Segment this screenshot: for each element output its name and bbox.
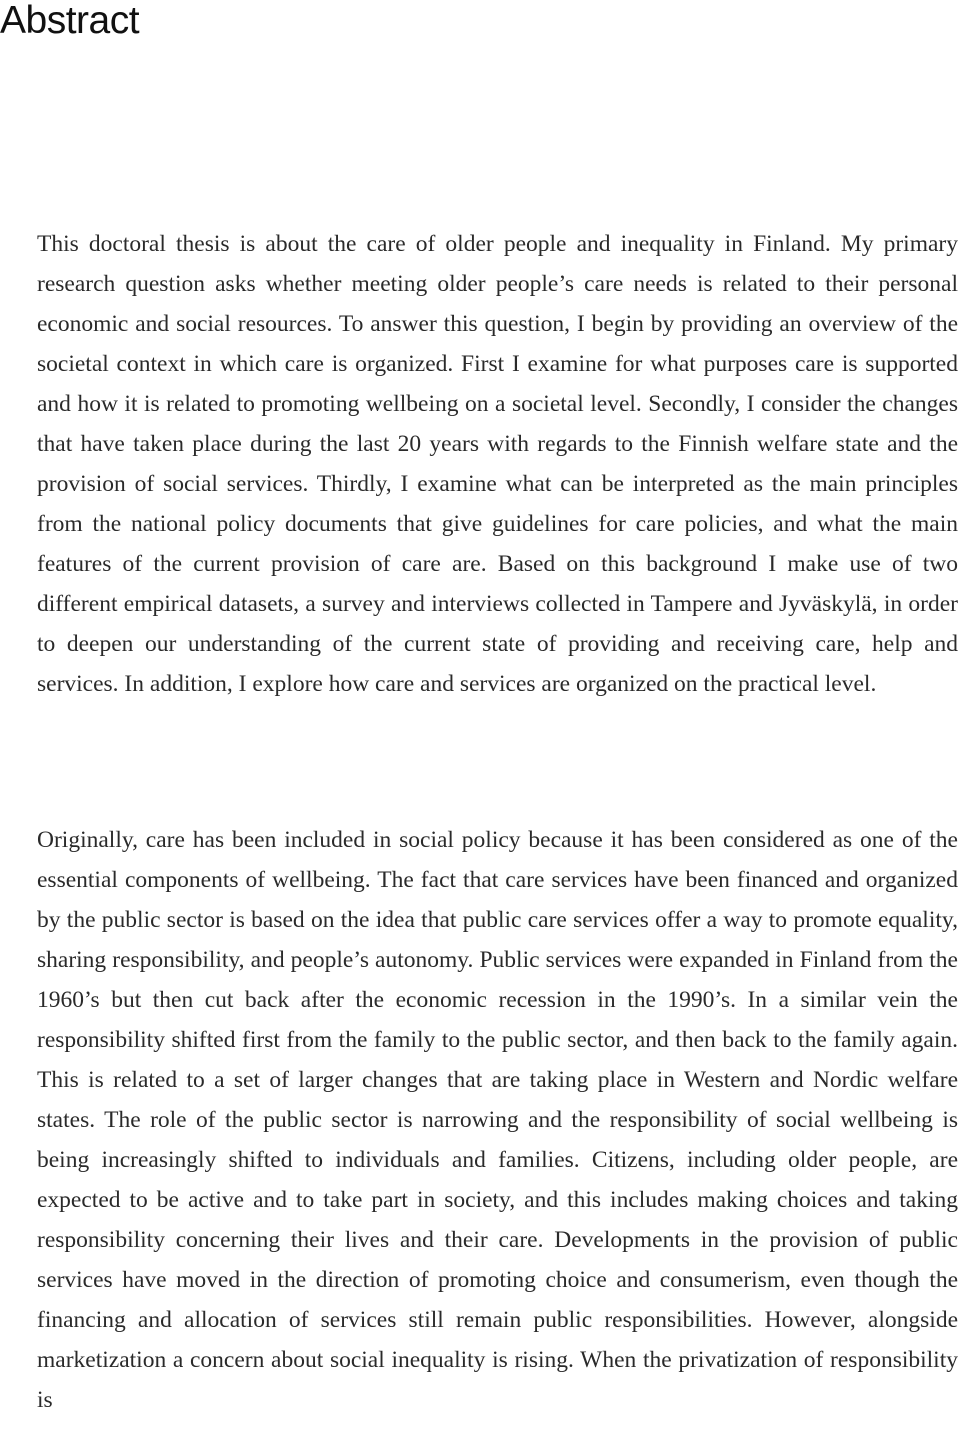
abstract-paragraph-1: This doctoral thesis is about the care of older people and inequality in Finland. My primary research question asks whether meeting older people’s care needs is related to their personal economic and social resources. To answer this question, I begin by providing an overview of the societal context in which care is organized. First I examine for what purposes care is supported and how it is related to promoting wellbeing on a societal level. Secondly, I consider the changes that have taken place during the last 20 years with regards to the Finnish welfare state and the provision of social services. Thirdly, I examine what can be interpreted as the main principles from the national policy documents that give guidelines for care policies, and what the main features of the current provision of care are. Based on this background I make use of two different empirical datasets, a survey and interviews collected in Tampere and Jyväskylä, in order to deepen our understanding of the current state of providing and receiving care, help and services. In addition, I explore how care and services are organized on the practical level.: [37, 231, 958, 697]
abstract-heading: Abstract: [0, 0, 140, 42]
abstract-paragraph-2: Originally, care has been included in social policy because it has been considered as one of the essential components of wellbeing. The fact that care services have been financed and organized by the public sector is based on the idea that public care services offer a way to promote equality, sharing responsibility, and people’s autonomy. Public services were expanded in Finland from the 1960’s but then cut back after the economic recession in the 1990’s. In a similar vein the responsibility shifted first from the family to the public sector, and then back to the family again. This is related to a set of larger changes that are taking place in Western and Nordic welfare states. The role of the public sector is narrowing and the responsibility of social wellbeing is being increasingly shifted to individuals and families. Citizens, including older people, are expected to be active and to take part in society, and this includes making choices and taking responsibility concerning their lives and their care. Developments in the provision of public services have moved in the direction of promoting choice and consumerism, even though the financing and allocation of services still remain public responsibilities. However, alongside marketization a concern about social inequality is rising. When the privatization of responsibility is: [37, 827, 958, 1413]
